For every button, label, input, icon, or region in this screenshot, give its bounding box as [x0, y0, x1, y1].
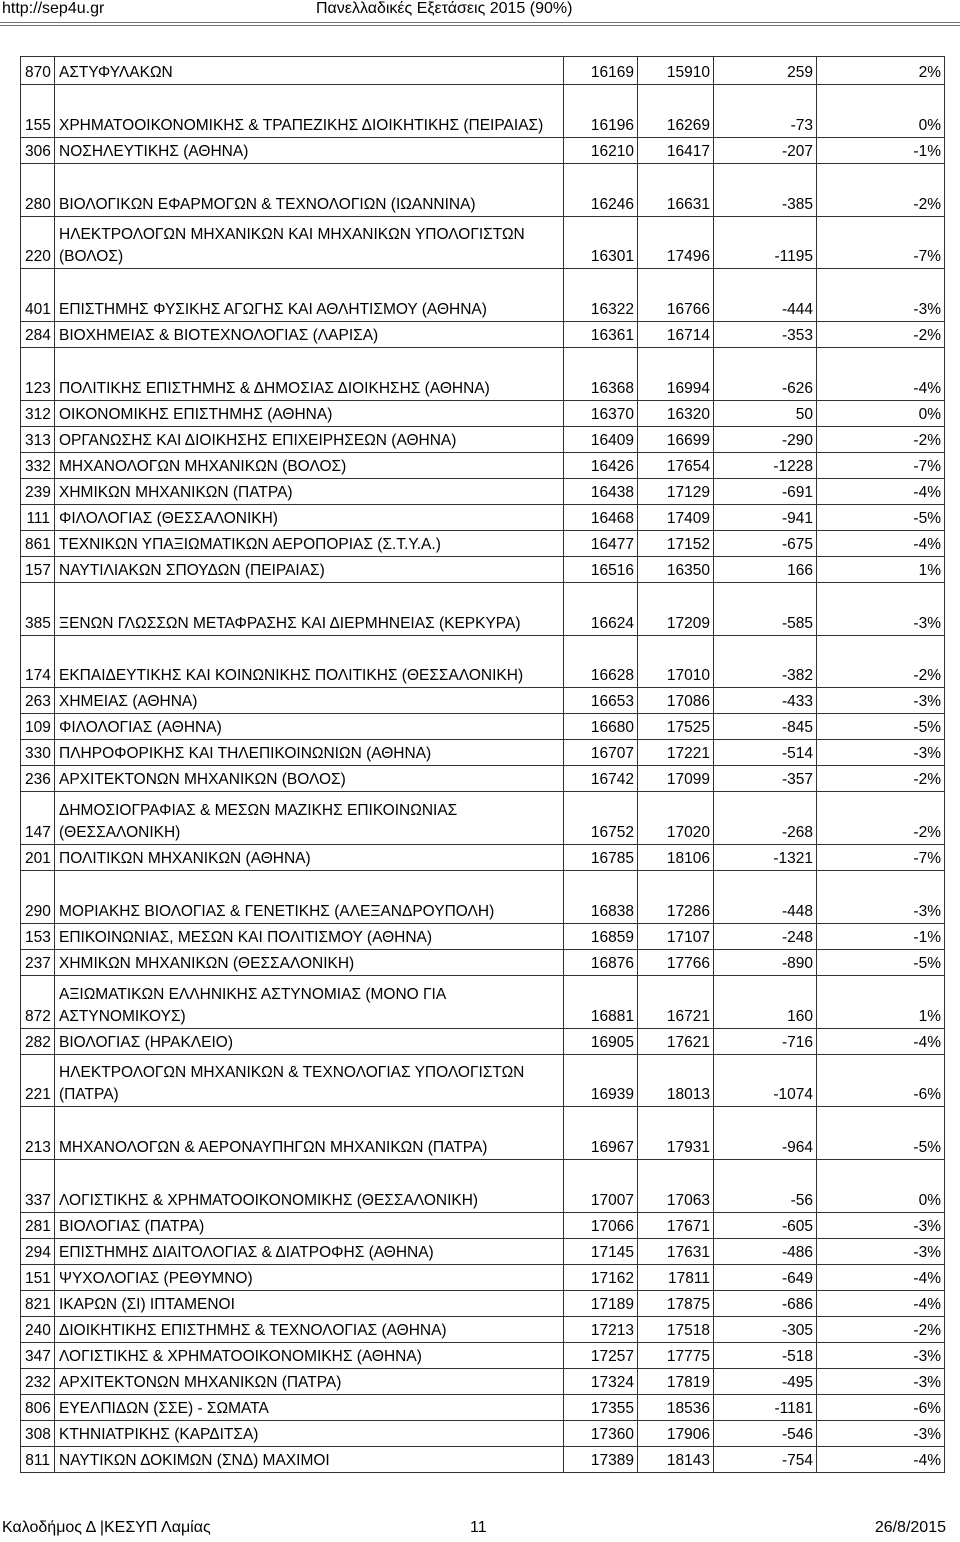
row-score-2015-cell: 16246 [564, 164, 638, 217]
row-code-cell: 870 [21, 57, 55, 85]
row-code-cell: 306 [21, 138, 55, 164]
row-name-cell: ΕΠΙΚΟΙΝΩΝΙΑΣ, ΜΕΣΩΝ ΚΑΙ ΠΟΛΙΤΙΣΜΟΥ (ΑΘΗΝΑ) [55, 924, 564, 950]
table-row [21, 401, 945, 427]
row-pct-cell: -3% [817, 583, 945, 636]
footer-page-number: 11 [470, 1519, 487, 1536]
row-name-cell: ΦΙΛΟΛΟΓΙΑΣ (ΑΘΗΝΑ) [55, 714, 564, 740]
row-score-2015-cell: 16859 [564, 924, 638, 950]
row-pct-cell: -1% [817, 924, 945, 950]
row-score-2015-cell: 16169 [564, 57, 638, 85]
row-diff-cell: 160 [714, 976, 817, 1029]
row-name-cell: ΧΡΗΜΑΤΟΟΙΚΟΝΟΜΙΚΗΣ & ΤΡΑΠΕΖΙΚΗΣ ΔΙΟΙΚΗΤΙΚΗΣ (ΠΕΙΡΑΙΑΣ) [55, 85, 564, 138]
row-pct-cell: -3% [817, 1343, 945, 1369]
table-row [21, 924, 945, 950]
row-diff-cell: 50 [714, 401, 817, 427]
row-score-2015-cell: 17007 [564, 1160, 638, 1213]
row-code-cell: 151 [21, 1265, 55, 1291]
row-diff-cell: -486 [714, 1239, 817, 1265]
row-name-cell: ΟΡΓΑΝΩΣΗΣ ΚΑΙ ΔΙΟΙΚΗΣΗΣ ΕΠΙΧΕΙΡΗΣΕΩΝ (ΑΘΗΝΑ) [55, 427, 564, 453]
row-pct-cell: -2% [817, 322, 945, 348]
row-code-cell: 111 [21, 505, 55, 531]
row-score-2014-cell: 17221 [638, 740, 714, 766]
row-pct-cell: -2% [817, 636, 945, 688]
table-row [21, 57, 945, 85]
row-diff-cell: -433 [714, 688, 817, 714]
row-score-2015-cell: 16477 [564, 531, 638, 557]
row-diff-cell: -382 [714, 636, 817, 688]
table-row [21, 1317, 945, 1343]
row-diff-cell: -754 [714, 1447, 817, 1473]
table-row [21, 1029, 945, 1055]
header-url: http://sep4u.gr [2, 0, 105, 17]
row-score-2014-cell: 17107 [638, 924, 714, 950]
row-code-cell: 284 [21, 322, 55, 348]
row-diff-cell: -514 [714, 740, 817, 766]
row-score-2014-cell: 17775 [638, 1343, 714, 1369]
row-code-cell: 821 [21, 1291, 55, 1317]
row-diff-cell: -448 [714, 871, 817, 924]
row-name-cell: ΕΥΕΛΠΙΔΩΝ (ΣΣΕ) - ΣΩΜΑΤΑ [55, 1395, 564, 1421]
row-name-cell: ΚΤΗΝΙΑΤΡΙΚΗΣ (ΚΑΡΔΙΤΣΑ) [55, 1421, 564, 1447]
table-row [21, 1421, 945, 1447]
row-name-cell: ΗΛΕΚΤΡΟΛΟΓΩΝ ΜΗΧΑΝΙΚΩΝ & ΤΕΧΝΟΛΟΓΙΑΣ ΥΠΟΛΟΓΙΣΤΩΝ (ΠΑΤΡΑ) [55, 1055, 564, 1107]
row-score-2014-cell: 17671 [638, 1213, 714, 1239]
row-score-2015-cell: 16752 [564, 792, 638, 845]
row-score-2015-cell: 16707 [564, 740, 638, 766]
row-diff-cell: -1074 [714, 1055, 817, 1107]
row-score-2014-cell: 16699 [638, 427, 714, 453]
table-row [21, 845, 945, 871]
row-diff-cell: -845 [714, 714, 817, 740]
row-name-cell: ΕΚΠΑΙΔΕΥΤΙΚΗΣ ΚΑΙ ΚΟΙΝΩΝΙΚΗΣ ΠΟΛΙΤΙΚΗΣ (ΘΕΣΣΑΛΟΝΙΚΗ) [55, 636, 564, 688]
row-name-cell: ΑΣΤΥΦΥΛΑΚΩΝ [55, 57, 564, 85]
row-name-cell: ΠΛΗΡΟΦΟΡΙΚΗΣ ΚΑΙ ΤΗΛΕΠΙΚΟΙΝΩΝΙΩΝ (ΑΘΗΝΑ) [55, 740, 564, 766]
row-diff-cell: -1195 [714, 217, 817, 269]
row-name-cell: ΑΡΧΙΤΕΚΤΟΝΩΝ ΜΗΧΑΝΙΚΩΝ (ΠΑΤΡΑ) [55, 1369, 564, 1395]
row-score-2014-cell: 16320 [638, 401, 714, 427]
results-table-body [21, 57, 945, 1473]
row-diff-cell: -890 [714, 950, 817, 976]
table-row [21, 1239, 945, 1265]
row-score-2014-cell: 17654 [638, 453, 714, 479]
row-code-cell: 811 [21, 1447, 55, 1473]
row-pct-cell: -4% [817, 479, 945, 505]
row-score-2014-cell: 17766 [638, 950, 714, 976]
row-score-2014-cell: 16721 [638, 976, 714, 1029]
row-score-2015-cell: 16905 [564, 1029, 638, 1055]
row-diff-cell: -1321 [714, 845, 817, 871]
row-pct-cell: 2% [817, 57, 945, 85]
row-score-2014-cell: 18013 [638, 1055, 714, 1107]
row-score-2014-cell: 16350 [638, 557, 714, 583]
row-pct-cell: -2% [817, 427, 945, 453]
row-pct-cell: -3% [817, 1213, 945, 1239]
row-score-2015-cell: 16939 [564, 1055, 638, 1107]
row-name-cell: ΦΙΛΟΛΟΓΙΑΣ (ΘΕΣΣΑΛΟΝΙΚΗ) [55, 505, 564, 531]
table-row [21, 1395, 945, 1421]
table-row [21, 348, 945, 401]
row-score-2015-cell: 16361 [564, 322, 638, 348]
row-pct-cell: -6% [817, 1395, 945, 1421]
table-row [21, 871, 945, 924]
row-pct-cell: -4% [817, 348, 945, 401]
row-pct-cell: 0% [817, 85, 945, 138]
row-score-2015-cell: 16628 [564, 636, 638, 688]
row-pct-cell: -4% [817, 1029, 945, 1055]
row-pct-cell: -3% [817, 871, 945, 924]
row-score-2015-cell: 16409 [564, 427, 638, 453]
row-code-cell: 221 [21, 1055, 55, 1107]
row-code-cell: 232 [21, 1369, 55, 1395]
row-score-2014-cell: 18106 [638, 845, 714, 871]
row-score-2015-cell: 17257 [564, 1343, 638, 1369]
row-pct-cell: -5% [817, 950, 945, 976]
table-row [21, 85, 945, 138]
row-score-2014-cell: 17152 [638, 531, 714, 557]
row-pct-cell: 1% [817, 557, 945, 583]
row-code-cell: 806 [21, 1395, 55, 1421]
row-code-cell: 294 [21, 1239, 55, 1265]
row-diff-cell: -73 [714, 85, 817, 138]
row-code-cell: 153 [21, 924, 55, 950]
row-score-2014-cell: 17811 [638, 1265, 714, 1291]
row-name-cell: ΒΙΟΛΟΓΙΑΣ (ΗΡΑΚΛΕΙΟ) [55, 1029, 564, 1055]
row-code-cell: 147 [21, 792, 55, 845]
row-score-2014-cell: 17063 [638, 1160, 714, 1213]
row-pct-cell: -4% [817, 1291, 945, 1317]
table-row [21, 1107, 945, 1160]
row-pct-cell: -6% [817, 1055, 945, 1107]
table-row [21, 1447, 945, 1473]
row-diff-cell: -675 [714, 531, 817, 557]
row-diff-cell: -56 [714, 1160, 817, 1213]
row-code-cell: 280 [21, 164, 55, 217]
row-diff-cell: -546 [714, 1421, 817, 1447]
table-row [21, 427, 945, 453]
row-name-cell: ΟΙΚΟΝΟΜΙΚΗΣ ΕΠΙΣΤΗΜΗΣ (ΑΘΗΝΑ) [55, 401, 564, 427]
row-diff-cell: -290 [714, 427, 817, 453]
row-code-cell: 281 [21, 1213, 55, 1239]
row-score-2015-cell: 17389 [564, 1447, 638, 1473]
row-diff-cell: -495 [714, 1369, 817, 1395]
row-pct-cell: -7% [817, 845, 945, 871]
table-row [21, 950, 945, 976]
table-row [21, 505, 945, 531]
row-name-cell: ΧΗΜΙΚΩΝ ΜΗΧΑΝΙΚΩΝ (ΠΑΤΡΑ) [55, 479, 564, 505]
row-pct-cell: -3% [817, 1239, 945, 1265]
page-header [0, 0, 960, 22]
row-score-2015-cell: 16370 [564, 401, 638, 427]
row-pct-cell: -5% [817, 505, 945, 531]
footer-author: Καλοδήμος Δ |ΚΕΣΥΠ Λαμίας [2, 1519, 211, 1536]
row-pct-cell: -2% [817, 164, 945, 217]
row-score-2015-cell: 16881 [564, 976, 638, 1029]
row-pct-cell: -3% [817, 1421, 945, 1447]
row-code-cell: 174 [21, 636, 55, 688]
row-code-cell: 308 [21, 1421, 55, 1447]
row-code-cell: 290 [21, 871, 55, 924]
row-diff-cell: -585 [714, 583, 817, 636]
table-row [21, 1055, 945, 1107]
table-row [21, 217, 945, 269]
row-code-cell: 240 [21, 1317, 55, 1343]
row-score-2015-cell: 16196 [564, 85, 638, 138]
row-score-2015-cell: 16967 [564, 1107, 638, 1160]
table-row [21, 164, 945, 217]
row-score-2015-cell: 17360 [564, 1421, 638, 1447]
row-name-cell: ΜΗΧΑΝΟΛΟΓΩΝ ΜΗΧΑΝΙΚΩΝ (ΒΟΛΟΣ) [55, 453, 564, 479]
row-code-cell: 282 [21, 1029, 55, 1055]
row-score-2014-cell: 17409 [638, 505, 714, 531]
row-code-cell: 401 [21, 269, 55, 322]
row-diff-cell: -444 [714, 269, 817, 322]
row-diff-cell: -305 [714, 1317, 817, 1343]
row-code-cell: 213 [21, 1107, 55, 1160]
row-name-cell: ΠΟΛΙΤΙΚΩΝ ΜΗΧΑΝΙΚΩΝ (ΑΘΗΝΑ) [55, 845, 564, 871]
row-pct-cell: 0% [817, 1160, 945, 1213]
row-score-2014-cell: 16417 [638, 138, 714, 164]
row-score-2015-cell: 16742 [564, 766, 638, 792]
row-score-2015-cell: 16624 [564, 583, 638, 636]
row-diff-cell: -1181 [714, 1395, 817, 1421]
row-pct-cell: -3% [817, 1369, 945, 1395]
row-diff-cell: -941 [714, 505, 817, 531]
row-score-2015-cell: 16368 [564, 348, 638, 401]
results-table [20, 56, 945, 1473]
row-score-2014-cell: 16631 [638, 164, 714, 217]
table-row [21, 322, 945, 348]
table-row [21, 453, 945, 479]
row-score-2014-cell: 17518 [638, 1317, 714, 1343]
row-name-cell: ΑΡΧΙΤΕΚΤΟΝΩΝ ΜΗΧΑΝΙΚΩΝ (ΒΟΛΟΣ) [55, 766, 564, 792]
table-row [21, 479, 945, 505]
row-score-2014-cell: 17129 [638, 479, 714, 505]
row-score-2014-cell: 17010 [638, 636, 714, 688]
row-diff-cell: 166 [714, 557, 817, 583]
table-row [21, 766, 945, 792]
row-score-2014-cell: 17496 [638, 217, 714, 269]
row-pct-cell: -7% [817, 453, 945, 479]
header-title: Πανελλαδικές Εξετάσεις 2015 (90%) [316, 0, 573, 17]
row-score-2014-cell: 17020 [638, 792, 714, 845]
table-row [21, 740, 945, 766]
row-score-2014-cell: 15910 [638, 57, 714, 85]
table-row [21, 138, 945, 164]
row-score-2015-cell: 16680 [564, 714, 638, 740]
row-code-cell: 347 [21, 1343, 55, 1369]
row-name-cell: ΛΟΓΙΣΤΙΚΗΣ & ΧΡΗΜΑΤΟΟΙΚΟΝΟΜΙΚΗΣ (ΘΕΣΣΑΛΟΝΙΚΗ) [55, 1160, 564, 1213]
row-name-cell: ΔΙΟΙΚΗΤΙΚΗΣ ΕΠΙΣΤΗΜΗΣ & ΤΕΧΝΟΛΟΓΙΑΣ (ΑΘΗΝΑ) [55, 1317, 564, 1343]
row-score-2014-cell: 17525 [638, 714, 714, 740]
row-diff-cell: 259 [714, 57, 817, 85]
row-code-cell: 123 [21, 348, 55, 401]
row-pct-cell: -2% [817, 1317, 945, 1343]
table-row [21, 688, 945, 714]
row-score-2014-cell: 17209 [638, 583, 714, 636]
table-row [21, 1343, 945, 1369]
row-score-2015-cell: 16210 [564, 138, 638, 164]
row-score-2014-cell: 17931 [638, 1107, 714, 1160]
table-row [21, 269, 945, 322]
row-score-2015-cell: 16653 [564, 688, 638, 714]
row-name-cell: ΞΕΝΩΝ ΓΛΩΣΣΩΝ ΜΕΤΑΦΡΑΣΗΣ ΚΑΙ ΔΙΕΡΜΗΝΕΙΑΣ (ΚΕΡΚΥΡΑ) [55, 583, 564, 636]
row-score-2014-cell: 17086 [638, 688, 714, 714]
row-score-2015-cell: 16516 [564, 557, 638, 583]
row-score-2015-cell: 16468 [564, 505, 638, 531]
row-diff-cell: -686 [714, 1291, 817, 1317]
row-pct-cell: -4% [817, 1447, 945, 1473]
row-score-2015-cell: 16838 [564, 871, 638, 924]
row-score-2014-cell: 16994 [638, 348, 714, 401]
row-name-cell: ΝΑΥΤΙΛΙΑΚΩΝ ΣΠΟΥΔΩΝ (ΠΕΙΡΑΙΑΣ) [55, 557, 564, 583]
row-diff-cell: -268 [714, 792, 817, 845]
row-pct-cell: -3% [817, 688, 945, 714]
row-diff-cell: -207 [714, 138, 817, 164]
table-row [21, 714, 945, 740]
row-pct-cell: -7% [817, 217, 945, 269]
row-pct-cell: -3% [817, 269, 945, 322]
row-score-2015-cell: 17189 [564, 1291, 638, 1317]
row-name-cell: ΑΞΙΩΜΑΤΙΚΩΝ ΕΛΛΗΝΙΚΗΣ ΑΣΤΥΝΟΜΙΑΣ (ΜΟΝΟ ΓΙΑ ΑΣΤΥΝΟΜΙΚΟΥΣ) [55, 976, 564, 1029]
table-row [21, 792, 945, 845]
table-row [21, 1213, 945, 1239]
row-pct-cell: -5% [817, 1107, 945, 1160]
row-diff-cell: -353 [714, 322, 817, 348]
row-diff-cell: -649 [714, 1265, 817, 1291]
row-score-2014-cell: 17819 [638, 1369, 714, 1395]
header-rule-bottom [0, 25, 960, 26]
row-score-2014-cell: 16714 [638, 322, 714, 348]
row-code-cell: 313 [21, 427, 55, 453]
row-code-cell: 385 [21, 583, 55, 636]
row-score-2015-cell: 16426 [564, 453, 638, 479]
row-pct-cell: -1% [817, 138, 945, 164]
row-score-2015-cell: 17213 [564, 1317, 638, 1343]
row-code-cell: 155 [21, 85, 55, 138]
row-pct-cell: -5% [817, 714, 945, 740]
row-diff-cell: -691 [714, 479, 817, 505]
row-name-cell: ΧΗΜΙΚΩΝ ΜΗΧΑΝΙΚΩΝ (ΘΕΣΣΑΛΟΝΙΚΗ) [55, 950, 564, 976]
row-code-cell: 239 [21, 479, 55, 505]
row-name-cell: ΝΟΣΗΛΕΥΤΙΚΗΣ (ΑΘΗΝΑ) [55, 138, 564, 164]
row-diff-cell: -518 [714, 1343, 817, 1369]
row-name-cell: ΙΚΑΡΩΝ (ΣΙ) ΙΠΤΑΜΕΝΟΙ [55, 1291, 564, 1317]
table-row [21, 531, 945, 557]
row-name-cell: ΠΟΛΙΤΙΚΗΣ ΕΠΙΣΤΗΜΗΣ & ΔΗΜΟΣΙΑΣ ΔΙΟΙΚΗΣΗΣ (ΑΘΗΝΑ) [55, 348, 564, 401]
table-row [21, 636, 945, 688]
row-score-2015-cell: 17162 [564, 1265, 638, 1291]
row-diff-cell: -357 [714, 766, 817, 792]
row-score-2014-cell: 17906 [638, 1421, 714, 1447]
row-code-cell: 263 [21, 688, 55, 714]
row-name-cell: ΧΗΜΕΙΑΣ (ΑΘΗΝΑ) [55, 688, 564, 714]
row-diff-cell: -964 [714, 1107, 817, 1160]
table-row [21, 583, 945, 636]
row-code-cell: 157 [21, 557, 55, 583]
row-name-cell: ΨΥΧΟΛΟΓΙΑΣ (ΡΕΘΥΜΝΟ) [55, 1265, 564, 1291]
row-score-2015-cell: 16301 [564, 217, 638, 269]
row-name-cell: ΤΕΧΝΙΚΩΝ ΥΠΑΞΙΩΜΑΤΙΚΩΝ ΑΕΡΟΠΟΡΙΑΣ (Σ.Τ.Υ.Α.) [55, 531, 564, 557]
table-row [21, 1160, 945, 1213]
row-score-2015-cell: 17066 [564, 1213, 638, 1239]
row-code-cell: 330 [21, 740, 55, 766]
row-code-cell: 337 [21, 1160, 55, 1213]
row-score-2015-cell: 17145 [564, 1239, 638, 1265]
row-diff-cell: -716 [714, 1029, 817, 1055]
row-code-cell: 872 [21, 976, 55, 1029]
row-diff-cell: -1228 [714, 453, 817, 479]
row-name-cell: ΕΠΙΣΤΗΜΗΣ ΦΥΣΙΚΗΣ ΑΓΩΓΗΣ ΚΑΙ ΑΘΛΗΤΙΣΜΟΥ (ΑΘΗΝΑ) [55, 269, 564, 322]
row-score-2014-cell: 17621 [638, 1029, 714, 1055]
row-name-cell: ΔΗΜΟΣΙΟΓΡΑΦΙΑΣ & ΜΕΣΩΝ ΜΑΖΙΚΗΣ ΕΠΙΚΟΙΝΩΝΙΑΣ (ΘΕΣΣΑΛΟΝΙΚΗ) [55, 792, 564, 845]
footer-date: 26/8/2015 [874, 1519, 946, 1536]
row-code-cell: 312 [21, 401, 55, 427]
row-name-cell: ΛΟΓΙΣΤΙΚΗΣ & ΧΡΗΜΑΤΟΟΙΚΟΝΟΜΙΚΗΣ (ΑΘΗΝΑ) [55, 1343, 564, 1369]
row-code-cell: 237 [21, 950, 55, 976]
row-score-2014-cell: 16269 [638, 85, 714, 138]
row-diff-cell: -385 [714, 164, 817, 217]
row-score-2014-cell: 18143 [638, 1447, 714, 1473]
row-pct-cell: -2% [817, 792, 945, 845]
row-name-cell: ΒΙΟΛΟΓΙΚΩΝ ΕΦΑΡΜΟΓΩΝ & ΤΕΧΝΟΛΟΓΙΩΝ (ΙΩΑΝΝΙΝΑ) [55, 164, 564, 217]
row-name-cell: ΒΙΟΧΗΜΕΙΑΣ & ΒΙΟΤΕΧΝΟΛΟΓΙΑΣ (ΛΑΡΙΣΑ) [55, 322, 564, 348]
row-diff-cell: -605 [714, 1213, 817, 1239]
row-score-2014-cell: 16766 [638, 269, 714, 322]
row-pct-cell: 0% [817, 401, 945, 427]
row-score-2015-cell: 17355 [564, 1395, 638, 1421]
row-score-2014-cell: 18536 [638, 1395, 714, 1421]
row-score-2015-cell: 16438 [564, 479, 638, 505]
row-name-cell: ΜΟΡΙΑΚΗΣ ΒΙΟΛΟΓΙΑΣ & ΓΕΝΕΤΙΚΗΣ (ΑΛΕΞΑΝΔΡΟΥΠΟΛΗ) [55, 871, 564, 924]
table-row [21, 557, 945, 583]
row-pct-cell: -3% [817, 740, 945, 766]
row-score-2014-cell: 17286 [638, 871, 714, 924]
row-score-2014-cell: 17099 [638, 766, 714, 792]
row-score-2014-cell: 17631 [638, 1239, 714, 1265]
row-pct-cell: -4% [817, 531, 945, 557]
row-score-2014-cell: 17875 [638, 1291, 714, 1317]
table-row [21, 1265, 945, 1291]
row-name-cell: ΜΗΧΑΝΟΛΟΓΩΝ & ΑΕΡΟΝΑΥΠΗΓΩΝ ΜΗΧΑΝΙΚΩΝ (ΠΑΤΡΑ) [55, 1107, 564, 1160]
row-code-cell: 201 [21, 845, 55, 871]
table-row [21, 976, 945, 1029]
table-row [21, 1291, 945, 1317]
row-pct-cell: -4% [817, 1265, 945, 1291]
row-code-cell: 220 [21, 217, 55, 269]
row-code-cell: 861 [21, 531, 55, 557]
row-name-cell: ΒΙΟΛΟΓΙΑΣ (ΠΑΤΡΑ) [55, 1213, 564, 1239]
header-rule-top [0, 22, 960, 23]
row-score-2015-cell: 16876 [564, 950, 638, 976]
row-name-cell: ΕΠΙΣΤΗΜΗΣ ΔΙΑΙΤΟΛΟΓΙΑΣ & ΔΙΑΤΡΟΦΗΣ (ΑΘΗΝΑ) [55, 1239, 564, 1265]
row-code-cell: 332 [21, 453, 55, 479]
table-row [21, 1369, 945, 1395]
row-pct-cell: -2% [817, 766, 945, 792]
row-pct-cell: 1% [817, 976, 945, 1029]
row-diff-cell: -626 [714, 348, 817, 401]
row-score-2015-cell: 16785 [564, 845, 638, 871]
row-diff-cell: -248 [714, 924, 817, 950]
row-score-2015-cell: 16322 [564, 269, 638, 322]
row-code-cell: 236 [21, 766, 55, 792]
row-code-cell: 109 [21, 714, 55, 740]
row-name-cell: ΗΛΕΚΤΡΟΛΟΓΩΝ ΜΗΧΑΝΙΚΩΝ ΚΑΙ ΜΗΧΑΝΙΚΩΝ ΥΠΟΛΟΓΙΣΤΩΝ (ΒΟΛΟΣ) [55, 217, 564, 269]
row-name-cell: ΝΑΥΤΙΚΩΝ ΔΟΚΙΜΩΝ (ΣΝΔ) ΜΑΧΙΜΟΙ [55, 1447, 564, 1473]
row-score-2015-cell: 17324 [564, 1369, 638, 1395]
